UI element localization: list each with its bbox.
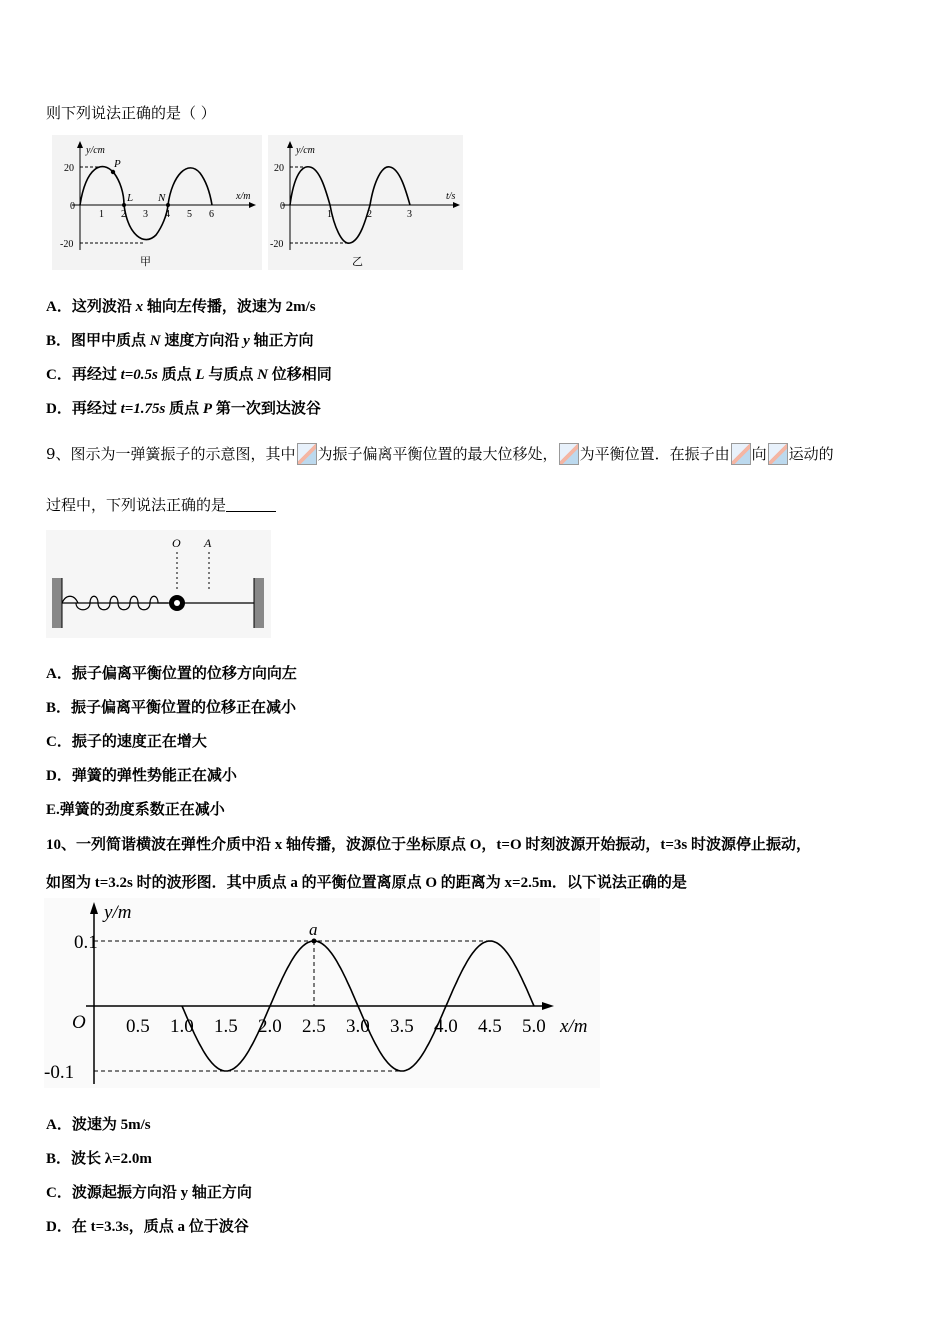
figure-wave-chart	[44, 898, 600, 1088]
q8-option-b: B．图甲中质点 N 速度方向沿 y 轴正方向	[46, 333, 314, 349]
placeholder-image-icon	[559, 443, 579, 465]
x-tick-label: 1.0	[170, 1016, 194, 1037]
point-a-label: a	[309, 920, 318, 939]
figure-spring-oscillator	[46, 530, 271, 638]
y-tick: 20	[64, 163, 74, 174]
question-intro: 则下列说法正确的是（ ）	[46, 104, 216, 122]
x-tick-label: 5.0	[522, 1016, 546, 1037]
placeholder-image-icon	[768, 443, 788, 465]
x-tick: 5	[187, 209, 192, 220]
figure-wave-x	[52, 135, 262, 270]
y-tick: -20	[270, 239, 284, 250]
caption: 甲	[140, 256, 151, 268]
q10-option-d: D．在 t=3.3s，质点 a 位于波谷	[46, 1219, 249, 1235]
x-tick-label: 2.5	[302, 1016, 326, 1037]
figure-wave-t	[268, 135, 463, 270]
x-tick: 1	[99, 209, 104, 220]
x-tick-label: 3.5	[390, 1016, 414, 1037]
x-tick-label: 0.5	[126, 1016, 150, 1037]
q8-option-a: A．这列波沿 x 轴向左传播，波速为 2m/s	[46, 299, 316, 315]
answer-blank	[226, 497, 276, 512]
x-tick-label: 4.0	[434, 1016, 458, 1037]
label-O: O	[172, 536, 181, 550]
x-tick: 2	[367, 209, 372, 220]
y-tick: 0	[70, 201, 75, 212]
x-tick: 6	[209, 209, 214, 220]
q10-option-c: C．波源起振方向沿 y 轴正方向	[46, 1185, 252, 1201]
x-tick: 2	[121, 209, 126, 220]
q9-option-d: D．弹簧的弹性势能正在减小	[46, 768, 237, 784]
q9-option-e: E.弹簧的劲度系数正在减小	[46, 802, 225, 818]
q10-stem-line1: 10、一列简谐横波在弹性介质中沿 x 轴传播，波源位于坐标原点 O，t=O 时刻波源开始振动，t=3s 时波源停止振动，	[46, 837, 812, 853]
y-axis-label: y/m	[104, 902, 132, 923]
q10-option-a: A．波速为 5m/s	[46, 1117, 151, 1133]
label-L: L	[127, 192, 134, 204]
caption: 乙	[352, 256, 363, 268]
label-P: P	[114, 158, 121, 170]
x-axis-label: t/s	[446, 191, 456, 202]
q9-option-b: B．振子偏离平衡位置的位移正在减小	[46, 700, 297, 716]
x-tick: 3	[407, 209, 412, 220]
y-tick: 20	[274, 163, 284, 174]
placeholder-image-icon	[297, 443, 317, 465]
x-tick: 1	[327, 209, 332, 220]
placeholder-image-icon	[731, 443, 751, 465]
point-a	[312, 939, 317, 944]
q8-option-d: D．再经过 t=1.75s 质点 P 第一次到达波谷	[46, 401, 321, 417]
y-tick: -20	[60, 239, 74, 250]
x-tick-label: 4.5	[478, 1016, 502, 1037]
q9-stem-line1: 9、图示为一弹簧振子的示意图，其中 为振子偏离平衡位置的最大位移处， 为平衡位置．在振子由 向 运动的	[46, 445, 834, 463]
x-tick-label: 3.0	[346, 1016, 370, 1037]
q9-option-a: A．振子偏离平衡位置的位移方向向左	[46, 666, 297, 682]
label-N: N	[158, 192, 166, 204]
q10-option-b: B．波长 λ=2.0m	[46, 1151, 152, 1167]
q8-option-c: C．再经过 t=0.5s 质点 L 与质点 N 位移相同	[46, 367, 332, 383]
x-tick: 3	[143, 209, 148, 220]
x-axis-label: x/m	[560, 1016, 588, 1037]
q9-stem-line2: 过程中，下列说法正确的是	[46, 494, 276, 515]
y-axis-label: y/cm	[86, 145, 105, 156]
y-tick-label: 0.1	[74, 932, 98, 953]
x-tick-label: 2.0	[258, 1016, 282, 1037]
q10-stem-line2: 如图为 t=3.2s 时的波形图．其中质点 a 的平衡位置离原点 O 的距离为 x=2.5m．以下说法正确的是	[46, 875, 687, 891]
x-tick: 4	[165, 209, 170, 220]
y-tick-label: -0.1	[44, 1062, 75, 1083]
y-tick: 0	[280, 201, 285, 212]
q9-option-c: C．振子的速度正在增大	[46, 734, 207, 750]
label-A: A	[204, 536, 212, 550]
y-axis-label: y/cm	[296, 145, 315, 156]
origin-label: O	[72, 1012, 86, 1033]
x-tick-label: 1.5	[214, 1016, 238, 1037]
x-axis-label: x/m	[236, 191, 251, 202]
